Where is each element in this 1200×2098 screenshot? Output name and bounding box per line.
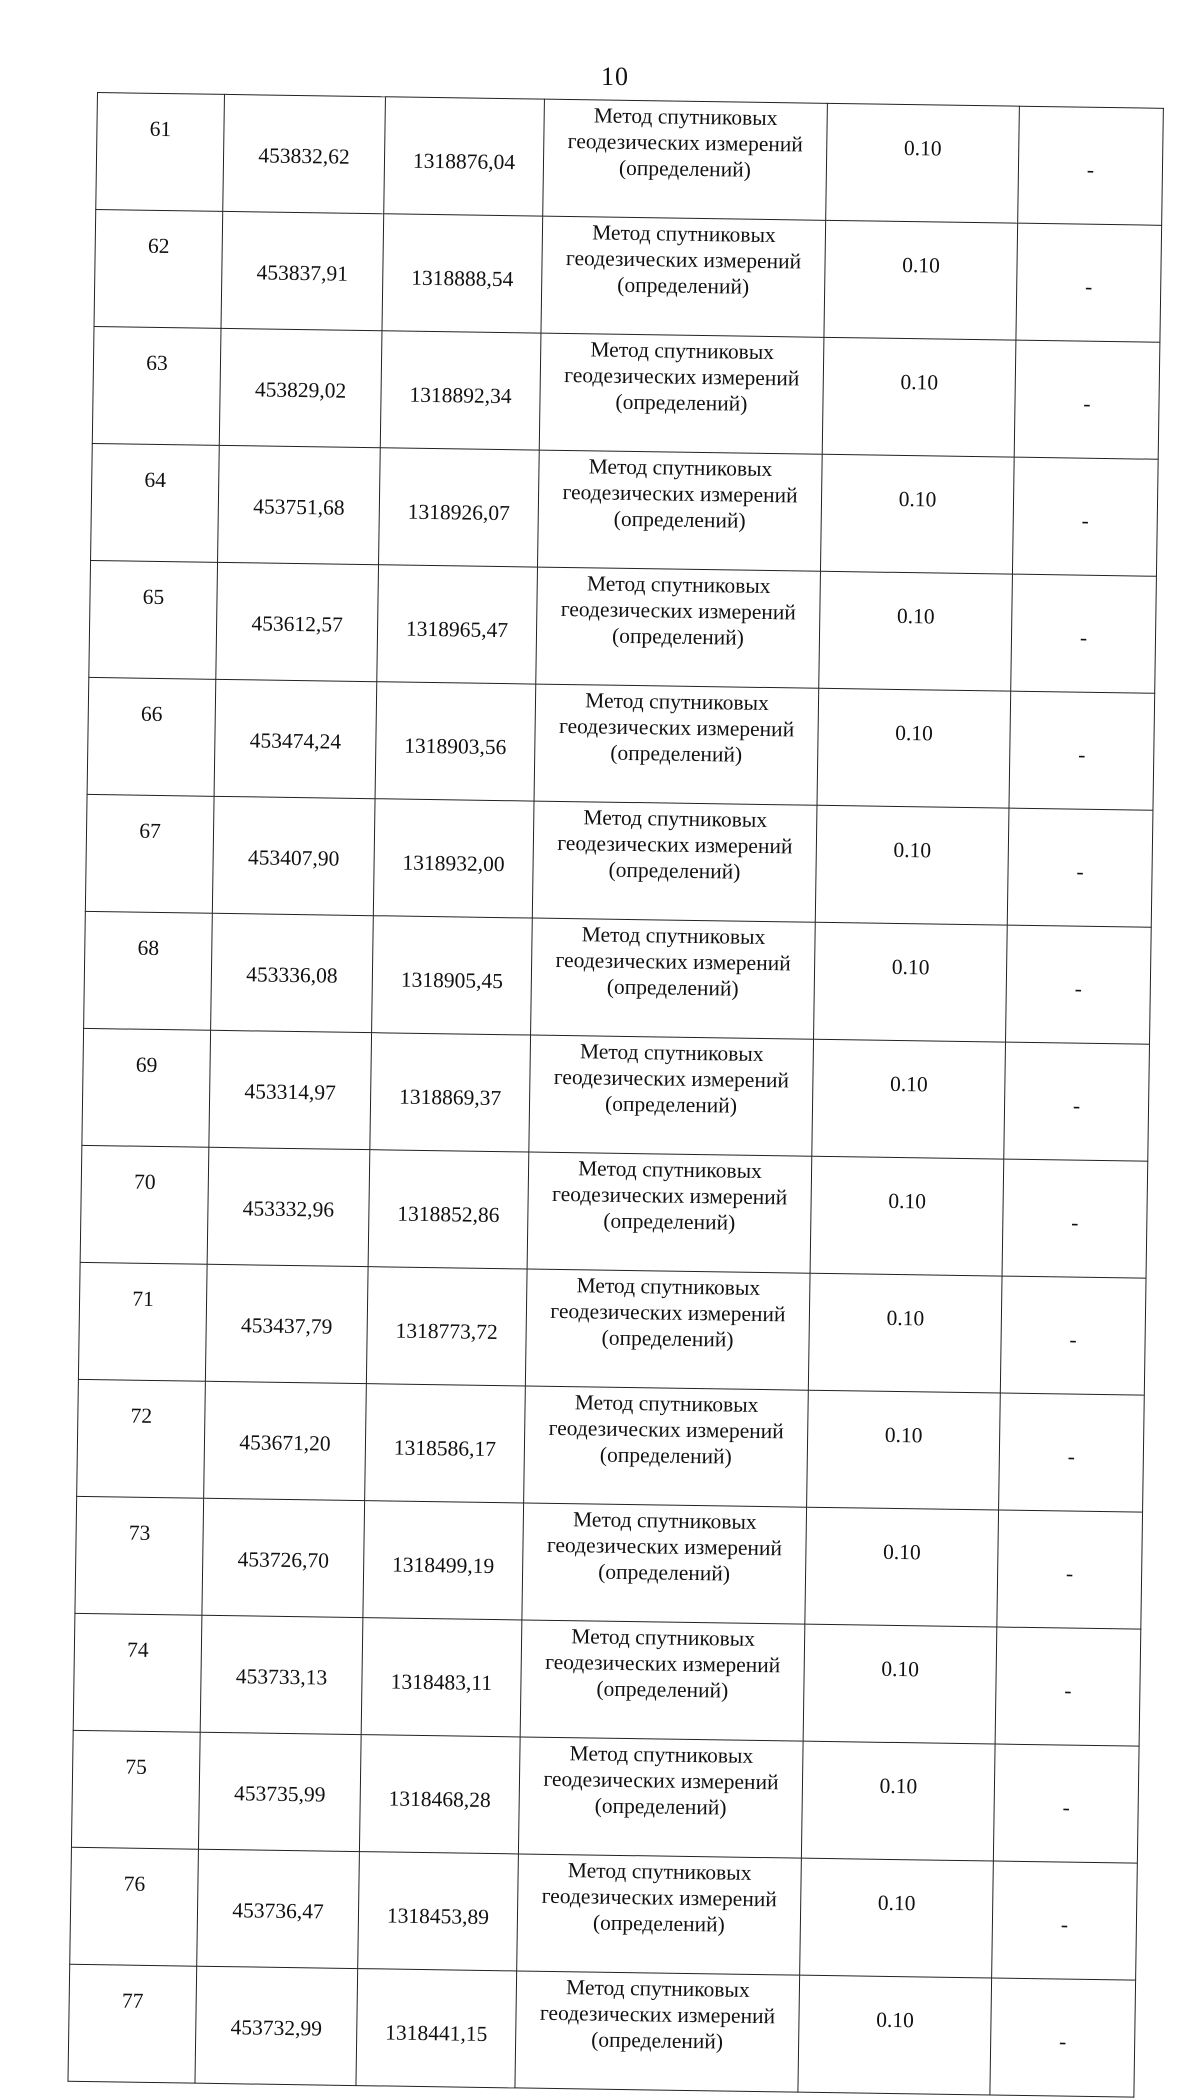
- x-coordinate-cell: 453735,99: [198, 1732, 361, 1851]
- method-line: Метод спутниковых: [572, 1507, 757, 1534]
- method-cell: [517, 1854, 802, 1975]
- point-number-cell: 77: [68, 1964, 197, 2083]
- note-cell: -: [1011, 574, 1157, 693]
- method-line: геодезических измерений: [560, 596, 797, 625]
- x-coordinate-cell: 453474,24: [214, 679, 377, 798]
- accuracy-cell: 0.10: [803, 1624, 997, 1744]
- accuracy-cell: 0.10: [824, 220, 1018, 340]
- table-row: [77, 1379, 1145, 1512]
- method-cell: [527, 1152, 812, 1273]
- point-number-cell: 65: [89, 560, 218, 679]
- table-row: [84, 911, 1152, 1044]
- y-coordinate-cell: 1318468,28: [359, 1735, 520, 1854]
- point-number-cell: 70: [80, 1145, 209, 1264]
- table-row: [70, 1847, 1138, 1980]
- accuracy-cell: 0.10: [805, 1507, 999, 1627]
- method-line: (определений): [611, 623, 745, 650]
- page-number: 10: [601, 62, 629, 91]
- method-cell: [534, 684, 819, 805]
- x-coordinate-cell: 453837,91: [221, 211, 384, 330]
- x-coordinate-cell: 453832,62: [223, 94, 386, 213]
- x-coordinate-cell: 453736,47: [197, 1849, 360, 1968]
- accuracy-cell: 0.10: [808, 1273, 1002, 1393]
- table-row: [82, 1028, 1150, 1161]
- method-line: геодезических измерений: [558, 713, 795, 742]
- method-line: (определений): [618, 155, 752, 182]
- note-cell: -: [990, 1978, 1136, 2097]
- method-line: геодезических измерений: [555, 947, 791, 976]
- method-cell: [536, 567, 821, 688]
- x-coordinate-cell: 453407,90: [212, 796, 375, 915]
- y-coordinate-cell: 1318905,45: [372, 916, 533, 1035]
- y-coordinate-cell: 1318483,11: [361, 1618, 522, 1737]
- table-row: [91, 443, 1159, 576]
- accuracy-cell: 0.10: [812, 1039, 1006, 1159]
- y-coordinate-cell: 1318869,37: [370, 1033, 531, 1152]
- note-cell: -: [1018, 106, 1164, 225]
- x-coordinate-cell: 453336,08: [211, 913, 374, 1032]
- method-line: геодезических измерений: [550, 1298, 786, 1327]
- method-line: Метод спутниковых: [574, 1390, 759, 1417]
- method-line: геодезических измерений: [551, 1181, 788, 1210]
- accuracy-cell: 0.10: [822, 337, 1016, 457]
- note-cell: -: [999, 1393, 1145, 1512]
- method-line: геодезических измерений: [541, 1883, 778, 1912]
- method-line: геодезических измерений: [562, 479, 798, 508]
- method-line: Метод спутниковых: [565, 1975, 750, 2002]
- point-number-cell: 63: [92, 326, 221, 445]
- method-line: геодезических измерений: [564, 362, 800, 391]
- method-line: (определений): [594, 1793, 727, 1820]
- y-coordinate-cell: 1318586,17: [365, 1384, 526, 1503]
- x-coordinate-cell: 453437,79: [205, 1264, 368, 1383]
- method-line: геодезических измерений: [553, 1064, 790, 1093]
- method-cell: [515, 1971, 800, 2092]
- note-cell: -: [1014, 340, 1160, 459]
- x-coordinate-cell: 453671,20: [204, 1381, 367, 1500]
- method-line: геодезических измерений: [557, 830, 793, 859]
- note-cell: -: [993, 1744, 1139, 1863]
- point-number-cell: 61: [96, 93, 225, 212]
- accuracy-cell: 0.10: [807, 1390, 1001, 1510]
- point-number-cell: 67: [85, 794, 214, 913]
- method-cell: [532, 801, 817, 922]
- method-cell: [538, 450, 823, 571]
- table-row: [78, 1262, 1146, 1395]
- accuracy-cell: 0.10: [819, 571, 1013, 691]
- y-coordinate-cell: 1318876,04: [384, 97, 545, 216]
- method-line: Метод спутниковых: [576, 1273, 761, 1300]
- table-row: [94, 209, 1162, 342]
- point-number-cell: 69: [82, 1028, 211, 1147]
- note-cell: -: [1004, 1042, 1150, 1161]
- x-coordinate-cell: 453612,57: [216, 562, 379, 681]
- method-line: геодезических измерений: [565, 245, 802, 274]
- method-cell: [531, 918, 816, 1039]
- method-line: геодезических измерений: [543, 1766, 779, 1795]
- method-cell: [522, 1503, 807, 1624]
- method-line: Метод спутниковых: [567, 1858, 752, 1885]
- accuracy-cell: 0.10: [814, 922, 1008, 1042]
- point-number-cell: 68: [84, 911, 213, 1030]
- x-coordinate-cell: 453726,70: [202, 1498, 365, 1617]
- y-coordinate-cell: 1318932,00: [373, 799, 534, 918]
- y-coordinate-cell: 1318903,56: [375, 682, 536, 801]
- note-cell: -: [1002, 1159, 1148, 1278]
- x-coordinate-cell: 453733,13: [200, 1615, 363, 1734]
- x-coordinate-cell: 453314,97: [209, 1030, 372, 1149]
- method-line: Метод спутниковых: [586, 571, 771, 599]
- point-number-cell: 72: [77, 1379, 206, 1498]
- method-line: (определений): [610, 740, 743, 767]
- accuracy-cell: 0.10: [810, 1156, 1004, 1276]
- y-coordinate-cell: 1318965,47: [377, 565, 538, 684]
- table-row: [80, 1145, 1148, 1278]
- note-cell: -: [1012, 457, 1158, 576]
- note-cell: -: [1007, 808, 1153, 927]
- x-coordinate-cell: 453732,99: [195, 1966, 358, 2085]
- method-line: геодезических измерений: [546, 1532, 783, 1561]
- method-line: Метод спутниковых: [590, 337, 775, 365]
- table-row: [68, 1964, 1136, 2097]
- method-line: (определений): [599, 1442, 732, 1469]
- method-line: геодезических измерений: [567, 128, 804, 157]
- method-cell: [520, 1620, 805, 1741]
- note-cell: -: [1006, 925, 1152, 1044]
- point-number-cell: 62: [94, 209, 223, 328]
- method-cell: [541, 216, 826, 337]
- method-line: (определений): [615, 389, 748, 416]
- method-cell: [525, 1269, 810, 1390]
- accuracy-cell: 0.10: [800, 1858, 994, 1978]
- method-cell: [539, 333, 824, 454]
- accuracy-cell: 0.10: [820, 454, 1014, 574]
- method-line: (определений): [617, 272, 750, 299]
- method-line: геодезических измерений: [545, 1649, 781, 1678]
- table-row: [89, 560, 1157, 693]
- table-row: [85, 794, 1153, 927]
- point-number-cell: 64: [91, 443, 220, 562]
- note-cell: -: [1009, 691, 1155, 810]
- point-number-cell: 66: [87, 677, 216, 796]
- accuracy-cell: 0.10: [798, 1975, 992, 2095]
- y-coordinate-cell: 1318892,34: [380, 331, 541, 450]
- x-coordinate-cell: 453751,68: [218, 445, 381, 564]
- method-line: Метод спутниковых: [585, 688, 769, 716]
- method-line: Метод спутниковых: [569, 1741, 754, 1768]
- x-coordinate-cell: 453332,96: [207, 1147, 370, 1266]
- method-line: (определений): [613, 506, 746, 533]
- note-cell: -: [1016, 223, 1162, 342]
- y-coordinate-cell: 1318888,54: [382, 214, 543, 333]
- y-coordinate-cell: 1318499,19: [363, 1501, 524, 1620]
- x-coordinate-cell: 453829,02: [219, 328, 382, 447]
- method-line: (определений): [608, 857, 741, 884]
- table-row: [73, 1613, 1141, 1746]
- y-coordinate-cell: 1318773,72: [366, 1267, 527, 1386]
- method-line: Метод спутниковых: [579, 1039, 764, 1066]
- method-line: геодезических измерений: [548, 1415, 784, 1444]
- method-line: (определений): [591, 2027, 724, 2054]
- method-line: Метод спутниковых: [591, 220, 776, 248]
- method-cell: [543, 99, 828, 220]
- point-number-cell: 74: [73, 1613, 202, 1732]
- y-coordinate-cell: 1318926,07: [379, 448, 540, 567]
- y-coordinate-cell: 1318441,15: [356, 1969, 517, 2088]
- method-line: Метод спутниковых: [593, 103, 778, 131]
- table-row: [71, 1730, 1139, 1863]
- note-cell: -: [992, 1861, 1138, 1980]
- method-line: (определений): [603, 1208, 736, 1235]
- method-line: (определений): [597, 1559, 731, 1586]
- method-line: (определений): [606, 974, 739, 1001]
- table-row: [96, 93, 1164, 226]
- method-line: геодезических измерений: [539, 2000, 776, 2029]
- accuracy-cell: 0.10: [815, 805, 1009, 925]
- method-line: (определений): [596, 1676, 729, 1703]
- method-line: Метод спутниковых: [571, 1624, 756, 1651]
- accuracy-cell: 0.10: [801, 1741, 995, 1861]
- note-cell: -: [1000, 1276, 1146, 1395]
- accuracy-cell: 0.10: [826, 103, 1020, 223]
- point-number-cell: 71: [78, 1262, 207, 1381]
- table-row: [75, 1496, 1143, 1629]
- method-cell: [518, 1737, 803, 1858]
- table-body: [68, 93, 1163, 2098]
- table-row: [87, 677, 1155, 810]
- note-cell: -: [997, 1510, 1143, 1629]
- method-cell: [524, 1386, 809, 1507]
- method-line: Метод спутниковых: [583, 805, 768, 833]
- method-line: (определений): [601, 1325, 734, 1352]
- method-line: Метод спутниковых: [588, 454, 773, 482]
- coordinates-table: [67, 92, 1163, 2098]
- point-number-cell: 73: [75, 1496, 204, 1615]
- method-line: Метод спутниковых: [581, 922, 766, 950]
- point-number-cell: 76: [70, 1847, 199, 1966]
- method-line: Метод спутниковых: [578, 1156, 763, 1183]
- point-number-cell: 75: [71, 1730, 200, 1849]
- method-cell: [529, 1035, 814, 1156]
- table-row: [92, 326, 1160, 459]
- accuracy-cell: 0.10: [817, 688, 1011, 808]
- y-coordinate-cell: 1318852,86: [368, 1150, 529, 1269]
- method-line: (определений): [592, 1910, 725, 1937]
- note-cell: -: [995, 1627, 1141, 1746]
- method-line: (определений): [604, 1091, 738, 1118]
- y-coordinate-cell: 1318453,89: [358, 1852, 519, 1971]
